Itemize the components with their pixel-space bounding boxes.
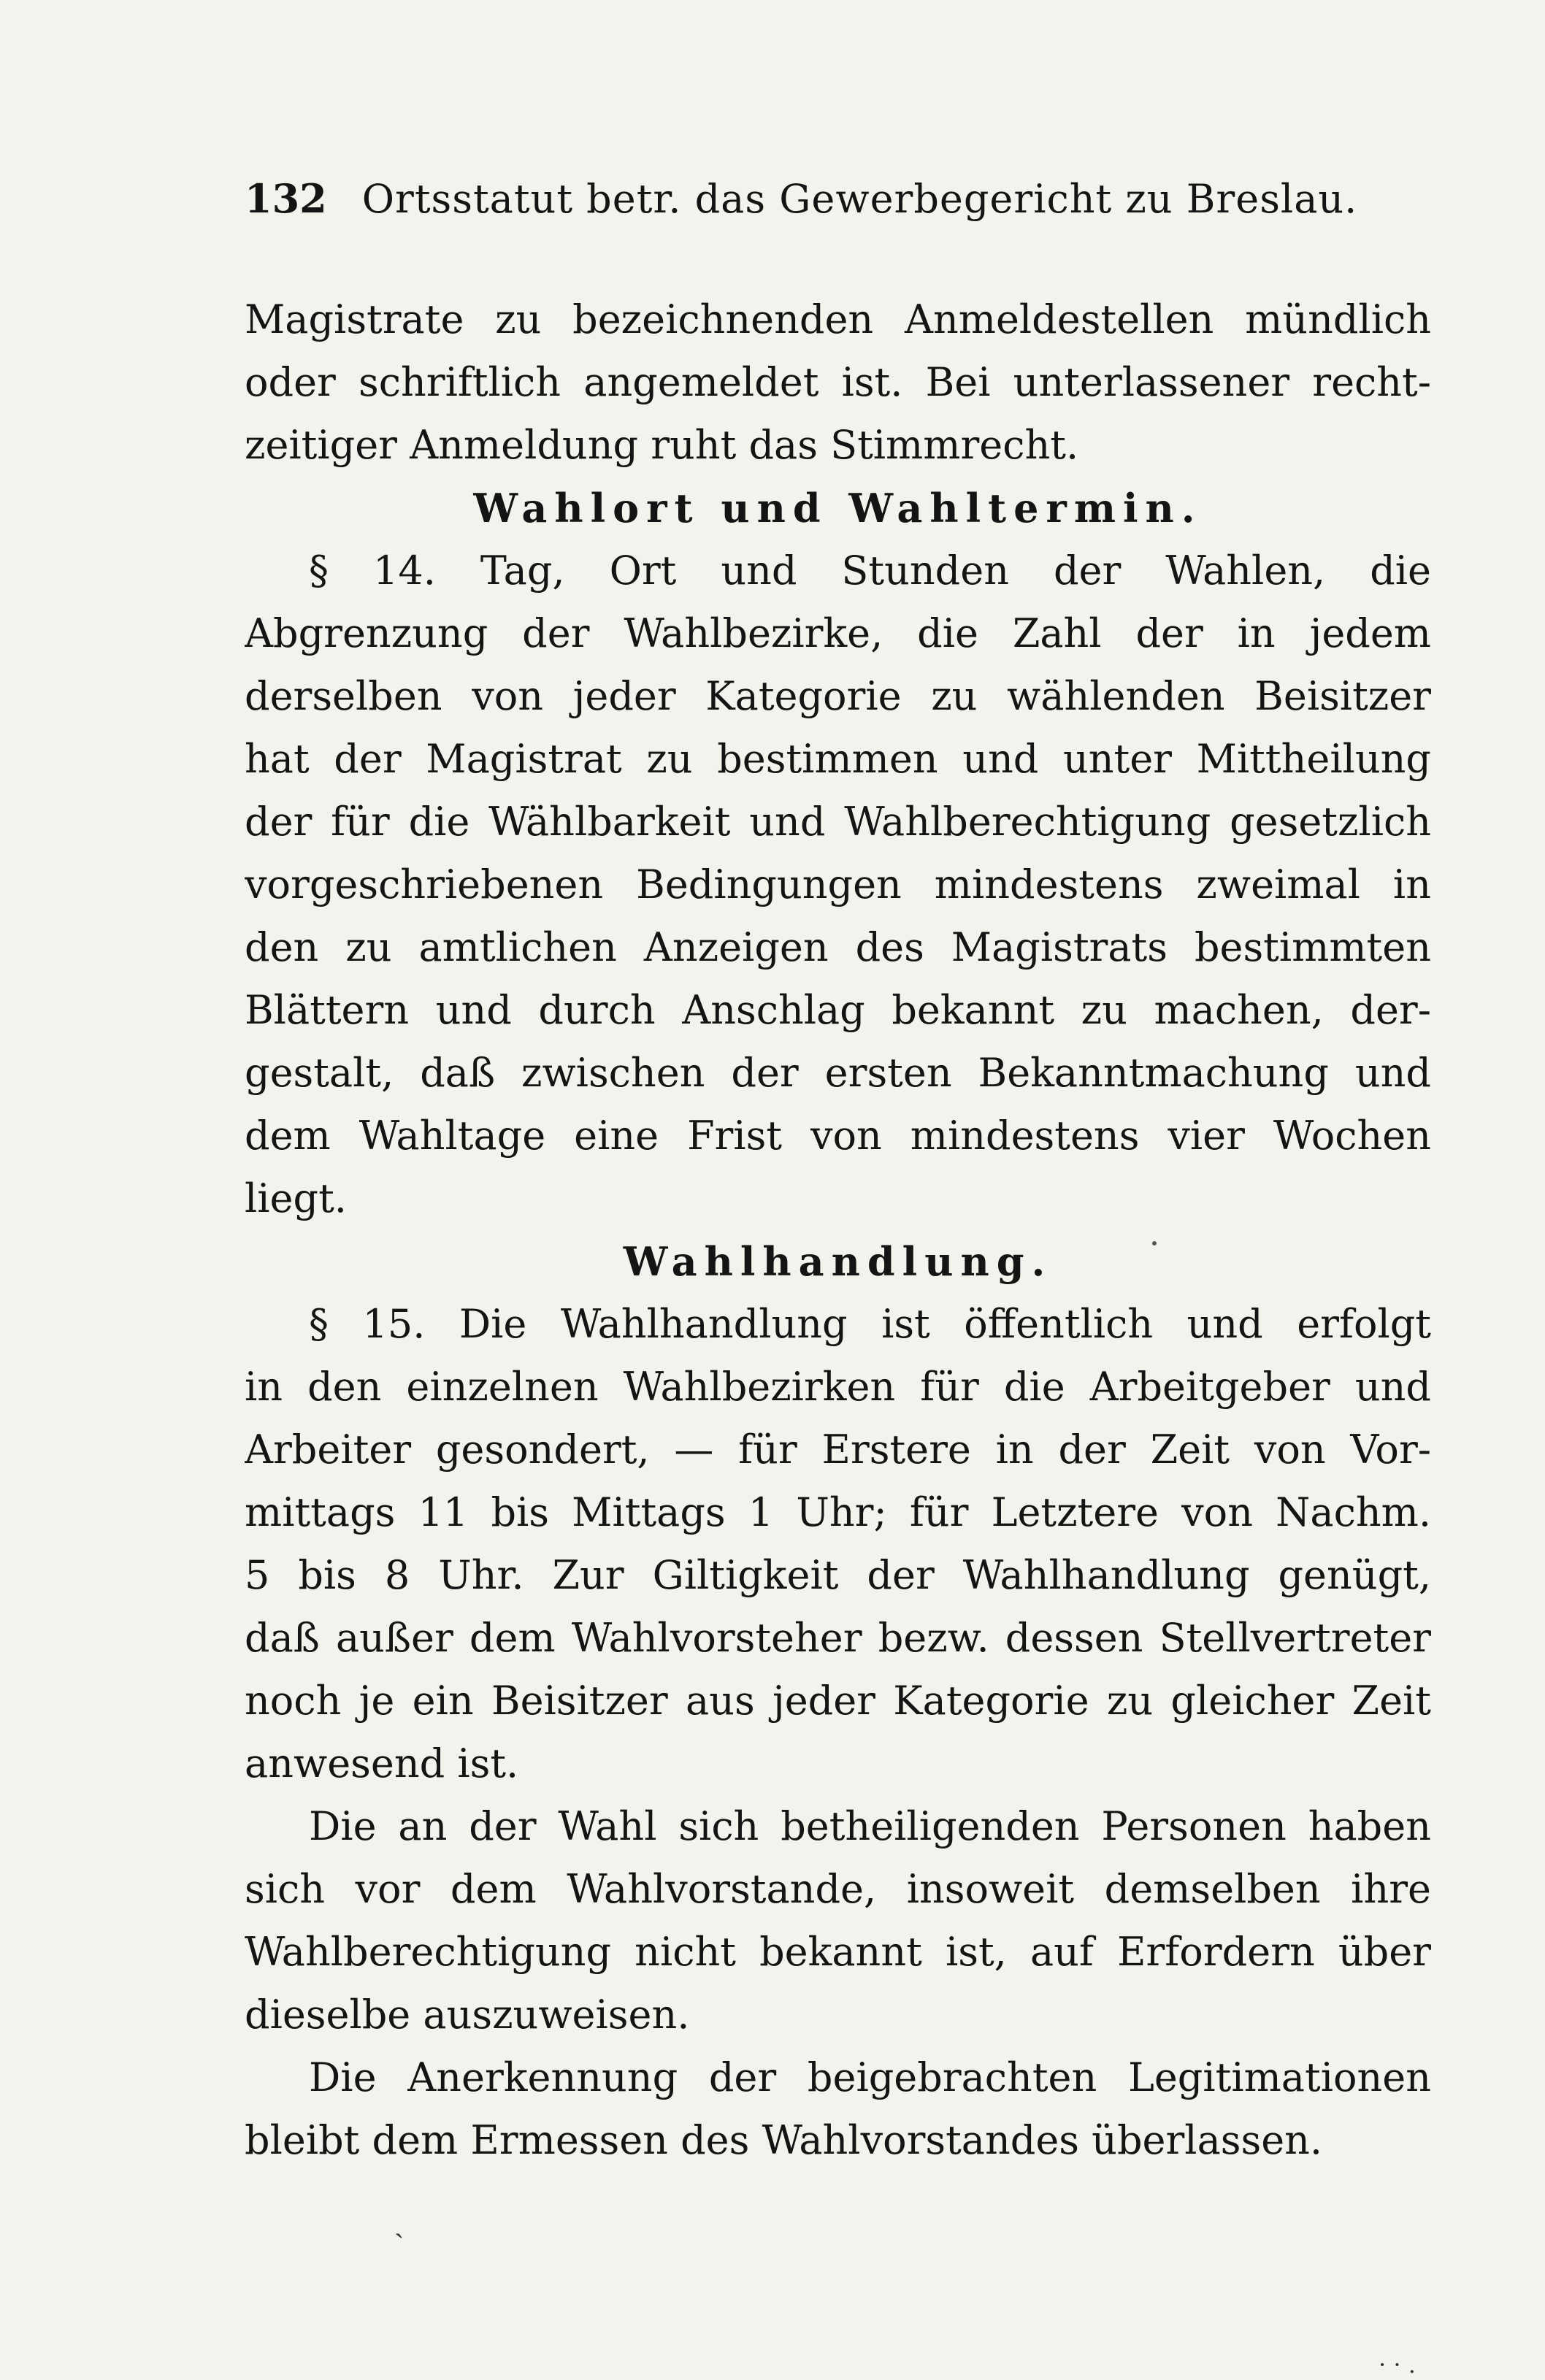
- paragraph-14-start: § 14. Tag, Ort und Stunden der Wahlen, die: [309, 548, 1431, 594]
- text-line: 5 bis 8 Uhr. Zur Giltigkeit der Wahlhandlung genügt,: [245, 1552, 1431, 1598]
- text-line: derselben von jeder Kategorie zu wählenden Beisitzer: [245, 673, 1431, 719]
- running-header: [245, 169, 1358, 228]
- section-heading-wahlort: Wahlort und Wahltermin.: [473, 485, 1203, 531]
- running-title: Ortsstatut betr. das Gewerbegericht zu Breslau.: [361, 176, 1358, 222]
- text-line: in den einzelnen Wahlbezirken für die Arbeitgeber und: [245, 1364, 1431, 1410]
- text-line: der für die Wählbarkeit und Wahlberechtigung gesetzlich: [245, 799, 1431, 845]
- text-line: liegt.: [245, 1175, 347, 1221]
- text-line: hat der Magistrat zu bestimmen und unter Mittheilung: [245, 736, 1431, 782]
- text-line: mittags 11 bis Mittags 1 Uhr; für Letztere von Nachm.: [245, 1489, 1431, 1535]
- page-number: 132: [245, 175, 327, 222]
- text-line: bleibt dem Ermessen des Wahlvorstandes überlassen.: [245, 2117, 1323, 2163]
- paragraph-start: Die Anerkennung der beigebrachten Legitimationen: [309, 2054, 1431, 2100]
- text-line: daß außer dem Wahlvorsteher bezw. dessen Stellvertreter: [245, 1615, 1431, 1661]
- paragraph-15-start: § 15. Die Wahlhandlung ist öffentlich und erfolgt: [309, 1301, 1431, 1347]
- stray-tick-mark: ˎ: [394, 2206, 405, 2239]
- text-line: oder schriftlich angemeldet ist. Bei unterlassener recht-: [245, 359, 1431, 405]
- text-line: Magistrate zu bezeichnenden Anmeldestellen mündlich: [245, 296, 1431, 342]
- text-line: Arbeiter gesondert, — für Erstere in der Zeit von Vor-: [245, 1427, 1431, 1473]
- text-line: Abgrenzung der Wahlbezirke, die Zahl der in jedem: [245, 610, 1431, 656]
- text-line: zeitiger Anmeldung ruht das Stimmrecht.: [245, 422, 1079, 468]
- corner-marks: · · .: [1379, 2351, 1416, 2379]
- text-line: Wahlberechtigung nicht bekannt ist, auf Erfordern über: [245, 1929, 1431, 1975]
- stray-dot: [1152, 1241, 1157, 1245]
- text-line: den zu amtlichen Anzeigen des Magistrats bestimmten: [245, 924, 1431, 970]
- body-text: [245, 288, 1431, 2172]
- paragraph-start: Die an der Wahl sich betheiligenden Personen haben: [309, 1803, 1431, 1849]
- text-line: dieselbe auszuweisen.: [245, 1992, 690, 2038]
- text-line: gestalt, daß zwischen der ersten Bekanntmachung und: [245, 1050, 1431, 1096]
- text-line: vorgeschriebenen Bedingungen mindestens zweimal in: [245, 861, 1431, 907]
- text-line: noch je ein Beisitzer aus jeder Kategorie zu gleicher Zeit: [245, 1678, 1431, 1724]
- text-line: anwesend ist.: [245, 1740, 519, 1786]
- section-heading-wahlhandlung: Wahlhandlung.: [623, 1238, 1053, 1285]
- text-line: Blättern und durch Anschlag bekannt zu machen, der-: [245, 987, 1431, 1033]
- text-line: sich vor dem Wahlvorstande, insoweit demselben ihre: [245, 1866, 1431, 1912]
- text-line: dem Wahltage eine Frist von mindestens vier Wochen: [245, 1113, 1431, 1159]
